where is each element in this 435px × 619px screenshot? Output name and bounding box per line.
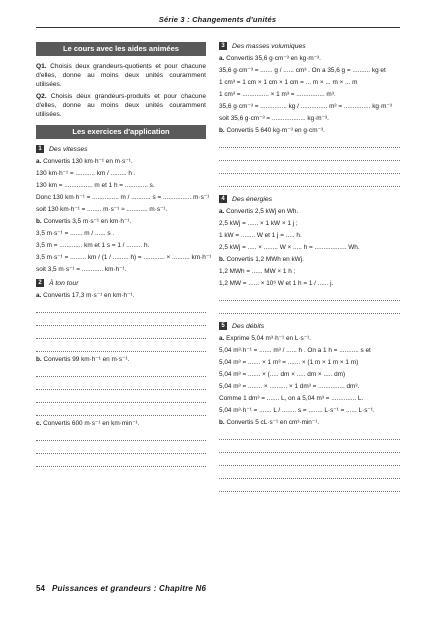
answer-line[interactable] [36, 428, 206, 441]
exercise-heading: Des énergies [232, 195, 273, 203]
fill-line[interactable]: 5,04 m³ = ....... × (..... dm × ..... dm × ..... dm) [219, 371, 346, 378]
answer-line[interactable] [219, 479, 400, 492]
answer-line[interactable] [219, 440, 400, 453]
exercise-5a-prompt [219, 334, 400, 343]
part-label: b. [219, 256, 225, 263]
exercise-2a-prompt [36, 291, 206, 300]
part-text: Convertis 5 cL·s⁻¹ en cm³·min⁻¹. [224, 419, 320, 426]
exercise-5-title [219, 322, 400, 330]
answer-line[interactable] [219, 135, 400, 148]
exercise-4b-prompt [219, 255, 400, 264]
exercise-3-title [219, 42, 400, 50]
part-text: Convertis 99 km·h⁻¹ en m·s⁻¹. [41, 356, 130, 363]
part-label: a. [219, 208, 225, 215]
fill-line[interactable]: 35,6 g·cm⁻³ = ............... kg / ............... m³ = ............... kg·m⁻³ [219, 103, 392, 110]
answer-line[interactable] [36, 454, 206, 467]
part-label: a. [36, 292, 42, 299]
part-text: Convertis 2,5 kWj en Wh. [224, 208, 299, 215]
answer-line[interactable] [36, 313, 206, 326]
fill-line[interactable]: 3,5 m = ............. km et 1 s = 1 / ......... h. [36, 242, 150, 249]
exercise-heading: Des vitesses [49, 145, 88, 153]
fill-line[interactable]: 35,6 g·cm⁻³ = ....... g / ...... cm³ . On a 35,6 g = .......... kg et [219, 67, 386, 74]
answer-line[interactable] [219, 427, 400, 440]
exercise-heading: Des masses volumiques [232, 42, 306, 50]
right-column [219, 42, 400, 492]
fill-line[interactable]: 3,5 m·s⁻¹ = ......... km / (1 / ......... h) = ............ × .......... km·h⁻¹ [36, 254, 212, 261]
part-text: Convertis 130 km·h⁻¹ en m·s⁻¹. [41, 158, 133, 165]
answer-line[interactable] [219, 301, 400, 314]
fill-line[interactable]: 2,5 kWj = ...... × 1 kW × 1 j ; [219, 220, 298, 227]
fill-line[interactable]: 130 km = ................ m et 1 h = ............. s. [36, 182, 155, 189]
exercise-number: 1 [36, 145, 44, 153]
fill-line[interactable]: soit 35,6 g·cm⁻³ = ................... kg·m⁻³. [219, 115, 329, 122]
fill-line[interactable]: soit 130 km·h⁻¹ = ........ m·s⁻¹ ≈ ............ m·s⁻¹. [36, 206, 168, 213]
q1-label: Q1. [36, 63, 47, 70]
series-title: Série 3 : Changements d'unités [158, 15, 277, 24]
part-label: b. [36, 356, 42, 363]
answer-line[interactable] [219, 161, 400, 174]
exercise-number: 5 [219, 322, 227, 330]
part-text: Convertis 600 m·s⁻¹ en km·min⁻¹. [41, 420, 140, 427]
part-label: c. [36, 420, 42, 427]
part-label: a. [219, 55, 225, 62]
exercises-banner: Les exercices d'application [36, 125, 206, 139]
q1-text: Choisis deux grandeurs-quotients et pour chacune d'elles, donne au moins deux unités couramment utilisées. [36, 63, 206, 88]
exercise-2c-prompt [36, 419, 206, 428]
part-label: a. [36, 158, 42, 165]
fill-line[interactable]: 130 km·h⁻¹ = ........... km / ......... h . [36, 170, 136, 177]
exercise-4a-prompt [219, 207, 400, 216]
fill-line[interactable]: Donc 130 km·h⁻¹ = ............... m / ........... s = ................ m·s⁻¹ [36, 194, 210, 201]
part-label: a. [219, 335, 225, 342]
chapter-footer: Puissances et grandeurs : Chapitre N6 [52, 584, 207, 593]
q2-text: Choisis deux grandeurs-produits et pour chacune d'elles, donne au moins deux unités couramment utilisées. [36, 93, 206, 118]
answer-line[interactable] [36, 403, 206, 416]
exercise-1b-prompt [36, 217, 206, 226]
answer-line[interactable] [219, 174, 400, 187]
exercise-2b-prompt [36, 355, 206, 364]
exercise-1-title [36, 145, 206, 153]
exercise-5b-prompt [219, 418, 400, 427]
fill-line[interactable]: 3,5 m·s⁻¹ = ....... m / ...... s . [36, 230, 115, 237]
fill-line[interactable]: soit 3,5 m·s⁻¹ = ............ km·h⁻¹. [36, 266, 127, 273]
question-2 [36, 92, 206, 119]
part-text: Convertis 17,3 m·s⁻¹ en km·h⁻¹. [41, 292, 135, 299]
answer-line[interactable] [36, 364, 206, 377]
exercise-4-title [219, 195, 400, 203]
answer-line[interactable] [219, 288, 400, 301]
left-column [36, 42, 212, 467]
exercise-number: 4 [219, 195, 227, 203]
answer-line[interactable] [36, 326, 206, 339]
page-number: 54 [36, 584, 45, 593]
part-text: Exprime 5,04 m³·h⁻¹ en L·s⁻¹. [224, 335, 311, 342]
answer-line[interactable] [219, 148, 400, 161]
fill-line[interactable]: 5,04 m³·h⁻¹ = ....... L / ........ s = ........ L·s⁻¹ = ...... L·s⁻¹. [219, 407, 375, 414]
course-banner: Le cours avec les aides animées [36, 42, 206, 56]
part-text: Convertis 3,5 m·s⁻¹ en km·h⁻¹. [41, 218, 132, 225]
exercise-heading: À ton tour [49, 279, 79, 287]
answer-line[interactable] [219, 453, 400, 466]
header-rule [36, 27, 400, 28]
answer-line[interactable] [36, 339, 206, 352]
q2-label: Q2. [36, 93, 47, 100]
exercise-2-title [36, 279, 206, 287]
fill-line[interactable]: 1,2 MW = ...... × 10⁶ W et 1 h = 1 / ...... j. [219, 280, 334, 287]
exercise-3b-prompt [219, 126, 400, 135]
exercise-number: 3 [219, 42, 227, 50]
fill-line[interactable]: 2,5 kWj = ..... × ........ W × ..... h = .................. Wh. [219, 244, 360, 251]
fill-line[interactable]: 5,04 m³·h⁻¹ = ....... m³ / ...... h . On a 1 h = ........... s et [219, 347, 371, 354]
fill-line[interactable]: 5,04 m³ = ........ × .......... × 1 dm³ = ............... dm³. [219, 383, 360, 390]
part-text: Convertis 5 640 kg·m⁻³ en g·cm⁻³. [224, 127, 325, 134]
answer-line[interactable] [219, 466, 400, 479]
part-text: Convertis 1,2 MWh en kWj. [224, 256, 304, 263]
part-label: b. [219, 127, 225, 134]
fill-line[interactable]: 1 kW = ........ W et 1 j = ..... h. [219, 232, 302, 239]
exercise-1a-prompt [36, 157, 206, 166]
part-label: b. [36, 218, 42, 225]
fill-line[interactable]: 1,2 MWh = ...... MW × 1 h ; [219, 268, 296, 275]
exercise-3a-prompt [219, 54, 400, 63]
exercise-heading: Des débits [232, 322, 265, 330]
answer-line[interactable] [36, 377, 206, 390]
fill-line[interactable]: Comme 1 dm³ = ....... L, on a 5,04 m³ = .............. L. [219, 395, 364, 402]
answer-line[interactable] [36, 441, 206, 454]
answer-line[interactable] [36, 390, 206, 403]
part-label: b. [219, 419, 225, 426]
part-text: Convertis 35,6 g·cm⁻³ en kg·m⁻³. [224, 55, 321, 62]
question-1 [36, 62, 206, 89]
fill-line[interactable]: 5,04 m³ = ....... × 1 m³ = ....... × (1 m × 1 m × 1 m) [219, 359, 359, 366]
fill-line[interactable]: 1 cm³ = 1 cm × 1 cm × 1 cm = ... m × ... m × ... m [219, 79, 358, 86]
fill-line[interactable]: 1 cm³ = ............... × 1 m³ = ................ m³. [219, 91, 336, 98]
exercise-number: 2 [36, 279, 44, 287]
answer-line[interactable] [36, 300, 206, 313]
